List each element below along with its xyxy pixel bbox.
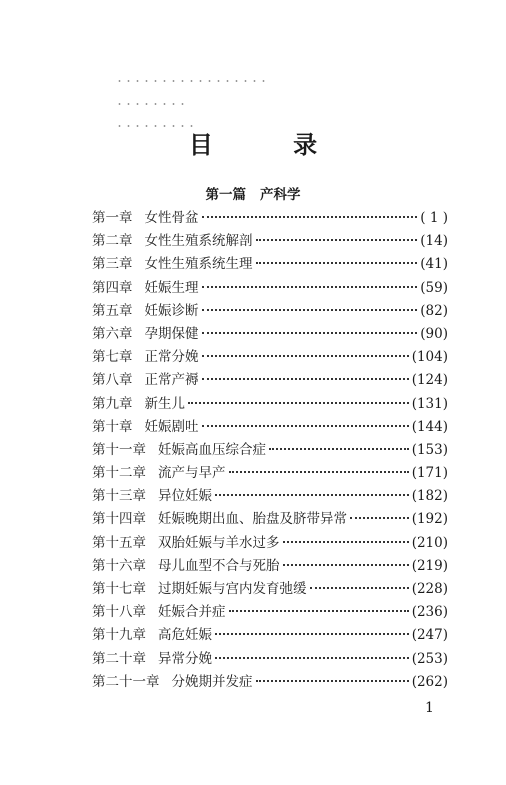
- dot-leader: [188, 402, 409, 404]
- toc-entry: [92, 438, 448, 461]
- toc-entry: [92, 299, 448, 322]
- chapter-number: 第十九章: [92, 627, 146, 644]
- chapter-number: 第六章: [92, 325, 133, 342]
- chapter-title: 妊娠高血压综合症: [158, 441, 266, 458]
- dot-leader: [256, 262, 418, 264]
- dot-leader: [350, 517, 409, 519]
- toc-entry: [92, 415, 448, 438]
- chapter-page-number: (153): [411, 441, 448, 458]
- dot-leader: [202, 378, 409, 380]
- chapter-title: 过期妊娠与宫内发育弛缓: [158, 581, 307, 597]
- chapter-page-number: (262): [411, 673, 448, 690]
- chapter-number: 第二章: [92, 233, 133, 250]
- chapter-page-number: (59): [420, 279, 448, 296]
- dot-leader: [256, 239, 418, 241]
- chapter-page-number: (90): [420, 325, 448, 342]
- page-number: 1: [425, 700, 434, 716]
- chapter-number: 第四章: [92, 279, 133, 296]
- toc-entry: [92, 531, 448, 554]
- chapter-number: 第八章: [92, 372, 133, 389]
- chapter-title: 妊娠剧吐: [144, 418, 199, 435]
- dot-leader: [202, 216, 418, 218]
- table-of-contents: [92, 206, 448, 693]
- chapter-page-number: (41): [420, 256, 448, 273]
- chapter-page-number: (210): [411, 534, 448, 551]
- toc-entry: [92, 623, 448, 646]
- chapter-title: 母儿血型不合与死胎: [158, 557, 280, 574]
- chapter-page-number: (171): [411, 465, 448, 482]
- toc-entry: [92, 229, 448, 252]
- toc-entry: [92, 577, 448, 600]
- dot-leader: [202, 332, 418, 334]
- chapter-page-number: (228): [411, 581, 448, 597]
- chapter-title: 分娩期并发症: [171, 673, 253, 690]
- toc-entry: [92, 507, 448, 530]
- chapter-title: 异位妊娠: [158, 488, 212, 505]
- chapter-number: 第十一章: [92, 441, 146, 458]
- chapter-title: 女性生殖系统解剖: [144, 233, 253, 250]
- chapter-page-number: (247): [411, 627, 448, 644]
- chapter-page-number: (124): [411, 372, 448, 389]
- dot-leader: [283, 541, 409, 543]
- chapter-title: 孕期保健: [144, 325, 199, 342]
- chapter-number: 第七章: [92, 349, 133, 366]
- toc-entry: [92, 252, 448, 275]
- toc-title: 目 录: [188, 130, 354, 159]
- chapter-number: 第二十一章: [92, 673, 160, 690]
- chapter-title: 正常产褥: [144, 372, 199, 389]
- dot-leader: [202, 355, 409, 357]
- chapter-title: 妊娠晚期出血、胎盘及脐带异常: [158, 511, 347, 528]
- part-heading: [0, 183, 506, 203]
- chapter-page-number: (219): [411, 557, 448, 574]
- chapter-title: 新生儿: [144, 395, 185, 412]
- toc-entry: [92, 600, 448, 623]
- chapter-title: 高危妊娠: [158, 627, 212, 644]
- chapter-number: 第一章: [92, 210, 133, 226]
- scan-speckle: [115, 80, 265, 82]
- chapter-page-number: (182): [411, 488, 448, 505]
- chapter-title: 妊娠诊断: [144, 302, 199, 319]
- chapter-number: 第十七章: [92, 581, 146, 597]
- toc-entry: [92, 276, 448, 299]
- chapter-page-number: (192): [411, 511, 448, 528]
- chapter-title: 女性生殖系统生理: [144, 256, 253, 273]
- dot-leader: [269, 448, 409, 450]
- toc-entry: [92, 368, 448, 391]
- dot-leader: [256, 680, 409, 682]
- dot-leader: [229, 610, 409, 612]
- chapter-number: 第十章: [92, 418, 133, 435]
- dot-leader: [215, 633, 409, 635]
- chapter-number: 第十六章: [92, 557, 146, 574]
- chapter-number: 第二十章: [92, 650, 146, 667]
- dot-leader: [283, 564, 409, 566]
- chapter-number: 第十四章: [92, 511, 146, 528]
- chapter-number: 第十五章: [92, 534, 146, 551]
- toc-entry: [92, 322, 448, 345]
- chapter-number: 第十三章: [92, 488, 146, 505]
- chapter-number: 第五章: [92, 302, 133, 319]
- dot-leader: [215, 494, 409, 496]
- chapter-title: 女性骨盆: [144, 210, 199, 226]
- chapter-page-number: (82): [420, 302, 448, 319]
- part-name: 产科学: [260, 187, 301, 203]
- dot-leader: [310, 587, 409, 589]
- toc-entry: [92, 392, 448, 415]
- chapter-title: 双胎妊娠与羊水过多: [158, 534, 280, 551]
- chapter-number: 第十二章: [92, 465, 146, 482]
- chapter-page-number: (236): [411, 604, 448, 621]
- dot-leader: [202, 425, 409, 427]
- dot-leader: [202, 286, 418, 288]
- toc-entry: [92, 206, 448, 229]
- chapter-number: 第九章: [92, 395, 133, 412]
- chapter-number: 第三章: [92, 256, 133, 273]
- chapter-page-number: ( 1 ): [420, 210, 448, 226]
- chapter-title: 正常分娩: [144, 349, 199, 366]
- chapter-page-number: (14): [420, 233, 448, 250]
- dot-leader: [229, 471, 409, 473]
- toc-entry: [92, 484, 448, 507]
- toc-entry: [92, 670, 448, 693]
- chapter-title: 流产与早产: [158, 465, 226, 482]
- toc-entry: [92, 345, 448, 368]
- toc-entry: [92, 554, 448, 577]
- chapter-page-number: (144): [411, 418, 448, 435]
- chapter-page-number: (104): [411, 349, 448, 366]
- chapter-page-number: (253): [411, 650, 448, 667]
- chapter-title: 妊娠生理: [144, 279, 199, 296]
- part-label: 第一篇: [205, 187, 246, 203]
- chapter-title: 妊娠合并症: [158, 604, 226, 621]
- chapter-title: 异常分娩: [158, 650, 212, 667]
- dot-leader: [215, 657, 409, 659]
- chapter-number: 第十八章: [92, 604, 146, 621]
- toc-entry: [92, 461, 448, 484]
- dot-leader: [202, 309, 418, 311]
- scan-speckle: [115, 103, 185, 105]
- toc-entry: [92, 647, 448, 670]
- chapter-page-number: (131): [411, 395, 448, 412]
